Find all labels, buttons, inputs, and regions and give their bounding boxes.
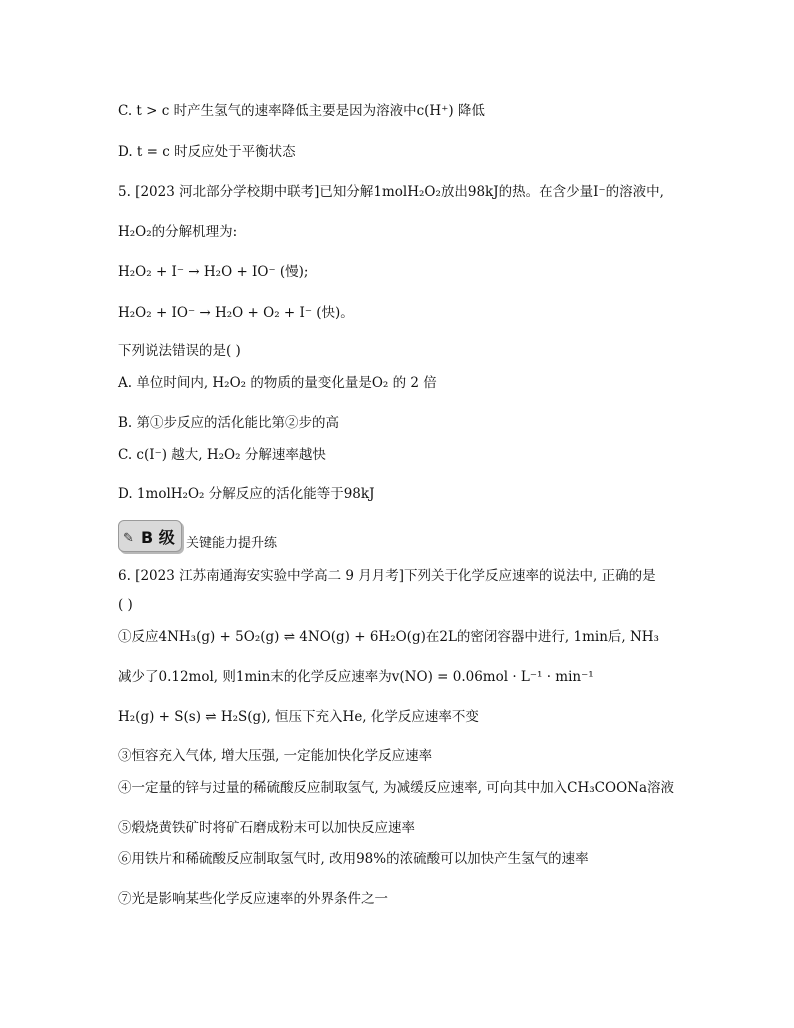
equation-2: H₂O₂ + IO⁻ → H₂O + O₂ + I⁻ (快)。 (118, 305, 354, 321)
option-5b: B. 第①步反应的活化能比第②步的高 (118, 415, 340, 431)
section-title: 关键能力提升练 (186, 536, 278, 551)
level-badge (118, 520, 182, 552)
section-badge (118, 520, 277, 552)
statement-7: ⑦光是影响某些化学反应速率的外界条件之一 (118, 891, 388, 907)
statement-4: ④一定量的锌与过量的稀硫酸反应制取氢气, 为减缓反应速率, 可向其中加入CH₃COONa溶液 (118, 780, 675, 796)
statement-1: ①反应4NH₃(g) + 5O₂(g) ⇌ 4NO(g) + 6H₂O(g)在2L的密闭容器中进行, 1min后, NH₃ (118, 629, 659, 645)
question-6-stem: 6. [2023 江苏南通海安实验中学高二 9 月月考]下列关于化学反应速率的说法中, 正确的是 (118, 568, 656, 584)
statement-3: ③恒容充入气体, 增大压强, 一定能加快化学反应速率 (118, 748, 433, 764)
question-5-stem: 5. [2023 河北部分学校期中联考]已知分解1molH₂O₂放出98kJ的热。在含少量I⁻的溶液中, (118, 184, 664, 200)
option-4c: C. t > c 时产生氢气的速率降低主要是因为溶液中c(H⁺) 降低 (118, 103, 485, 119)
question-6-stem-cont: ( ) (118, 597, 133, 613)
option-5d: D. 1molH₂O₂ 分解反应的活化能等于98kJ (118, 486, 375, 502)
statement-1-cont: 减少了0.12mol, 则1min末的化学反应速率为v(NO) = 0.06mol · L⁻¹ · min⁻¹ (118, 669, 594, 685)
level-label: B 级 (141, 528, 175, 547)
option-5a: A. 单位时间内, H₂O₂ 的物质的量变化量是O₂ 的 2 倍 (118, 375, 437, 391)
statement-2: H₂(g) + S(s) ⇌ H₂S(g), 恒压下充入He, 化学反应速率不变 (118, 709, 479, 725)
question-5-ask: 下列说法错误的是( ) (118, 343, 241, 359)
option-4d: D. t = c 时反应处于平衡状态 (118, 144, 296, 160)
question-5-stem-cont: H₂O₂的分解机理为: (118, 224, 238, 240)
pencil-icon: ✎ (123, 531, 134, 546)
option-5c: C. c(I⁻) 越大, H₂O₂ 分解速率越快 (118, 447, 326, 463)
statement-6: ⑥用铁片和稀硫酸反应制取氢气时, 改用98%的浓硫酸可以加快产生氢气的速率 (118, 851, 589, 867)
equation-1: H₂O₂ + I⁻ → H₂O + IO⁻ (慢); (118, 264, 309, 280)
statement-5: ⑤煅烧黄铁矿时将矿石磨成粉末可以加快反应速率 (118, 820, 415, 836)
